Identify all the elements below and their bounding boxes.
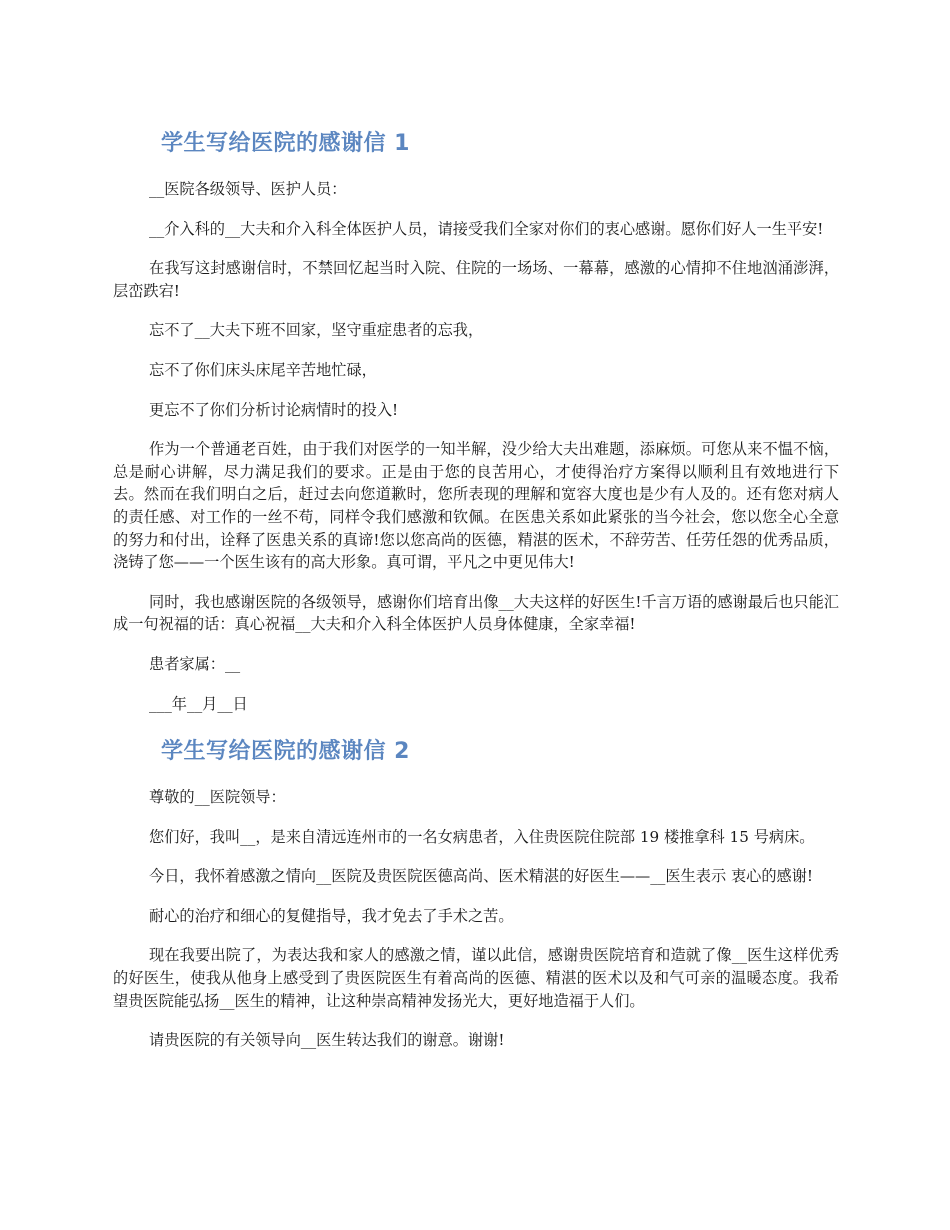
document-body [113, 124, 839, 1069]
letter-2-paragraph: 耐心的治疗和细心的复健指导，我才免去了手术之苦。 [149, 906, 514, 925]
letter-2-paragraph: 现在我要出院了，为表达我和家人的感激之情，谨以此信，感谢贵医院培育和造就了像__医生这样优秀的好医生，使我从他身上感受到了贵医院医生有着高尚的医德、精湛的医术以及和气可亲的温暖态度。我希望贵医院能弘扬__医生的精神，让这种崇高精神发扬光大，更好地造福于人们。 [113, 946, 839, 1010]
letter-1-signature: 患者家属：__ [149, 654, 241, 673]
letter-1-paragraph: 更忘不了你们分析讨论病情时的投入! [149, 400, 399, 419]
letter-2-title: 学生写给医院的感谢信 2 [161, 739, 410, 765]
letter-1-paragraph: 作为一个普通老百姓，由于我们对医学的一知半解，没少给大夫出难题，添麻烦。可您从来不愠不恼，总是耐心讲解，尽力满足我们的要求。正是由于您的良苦用心，才使得治疗方案得以顺利且有效地进行下去。然而在我们明白之后，赶过去向您道歉时，您所表现的理解和宽容大度也是少有人及的。还有您对病人的责任感、对工作的一丝不苟，同样令我们感激和钦佩。在医患关系如此紧张的当今社会，您以您全心全意的努力和付出，诠释了医患关系的真谛!您以您高尚的医德，精湛的医术，不辞劳苦、任劳任怨的优秀品质，浇铸了您——一个医生该有的高大形象。真可谓，平凡之中更见伟大! [113, 440, 839, 572]
letter-2-paragraph: 您们好，我叫__，是来自清远连州市的一名女病患者，入住贵医院住院部 19 楼推拿科 15 号病床。 [149, 827, 815, 846]
letter-1-paragraph: 忘不了你们床头床尾辛苦地忙碌， [149, 360, 377, 379]
letter-2-salutation: 尊敬的__医院领导： [149, 788, 286, 807]
letter-1-paragraph: 忘不了__大夫下班不回家，坚守重症患者的忘我， [149, 321, 484, 340]
letter-1-paragraph: 在我写这封感谢信时，不禁回忆起当时入院、住院的一场场、一幕幕，感激的心情抑不住地汹涌澎湃，层峦跌宕! [113, 259, 839, 300]
letter-1-date: ___年__月__日 [149, 694, 248, 713]
letter-1-salutation: __医院各级领导、医护人员： [149, 180, 347, 198]
letter-2-paragraph: 请贵医院的有关领导向__医生转达我们的谢意。谢谢! [149, 1031, 505, 1050]
letter-2-paragraph: 今日，我怀着感激之情向__医院及贵医院医德高尚、医术精湛的好医生——__医生表示 衷心的感谢! [149, 867, 813, 886]
letter-1-paragraph: __介入科的__大夫和介入科全体医护人员，请接受我们全家对你们的衷心感谢。愿你们好人一生平安! [149, 219, 824, 238]
letter-1-paragraph: 同时，我也感谢医院的各级领导，感谢你们培育出像__大夫这样的好医生!千言万语的感谢最后也只能汇成一句祝福的话：真心祝福__大夫和介入科全体医护人员身体健康，全家幸福! [113, 592, 839, 634]
letter-1-title: 学生写给医院的感谢信 1 [161, 131, 410, 156]
